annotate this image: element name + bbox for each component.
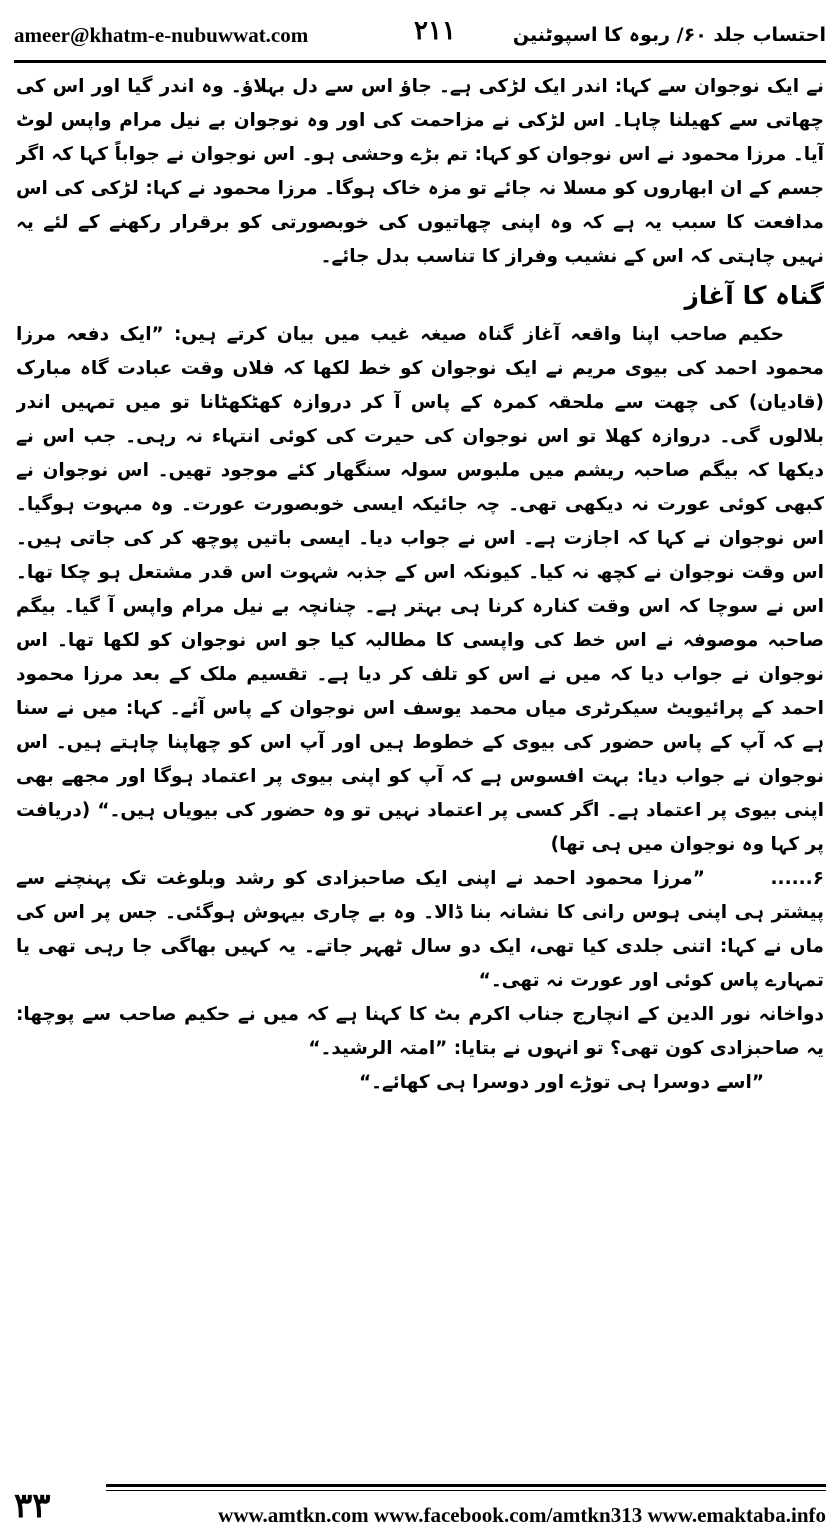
page-footer	[14, 1480, 826, 1528]
header-title: احتساب جلد ۶۰/ ربوہ کا اسپوٹنین	[512, 24, 826, 46]
header-divider	[14, 60, 826, 63]
paragraph-3	[16, 862, 824, 998]
page-body	[16, 70, 824, 1460]
footer-links[interactable]: www.amtkn.com www.facebook.com/amtkn313 www.emaktaba.info	[218, 1503, 826, 1527]
footer-page-number: ۳۳	[14, 1486, 51, 1526]
paragraph-3-text: ”مرزا محمود احمد نے اپنی ایک صاحبزادی کو رشد وبلوغت تک پہنچنے سے پیشتر ہی اپنی ہوس رانی کا نشانہ بنا ڈالا۔ وہ بے چاری بیہوش ہوگئی۔ جس پر اس کی ماں نے کہا: اتنی جلدی کیا تھی، ایک دو سال ٹھہر جاتے۔ یہ کہیں بھاگی جا رہی تھی یا تمہارے پاس کوئی اور عورت نہ تھی۔“	[16, 868, 824, 991]
paragraph-1: نے ایک نوجوان سے کہا: اندر ایک لڑکی ہے۔ جاؤ اس سے دل بہلاؤ۔ وہ اندر گیا اور اس کی چھاتی سے کھیلنا چاہا۔ اس لڑکی نے مزاحمت کی اور وہ نوجوان بے نیل مرام واپس لوٹ آیا۔ مرزا محمود نے اس نوجوان کو کہا: تم بڑے وحشی ہو۔ اس نوجوان نے جواباً کہا کہ اگر جسم کے ان ابھاروں کو مسلا نہ جائے تو مزہ خاک ہوگا۔ مرزا محمود نے کہا: لڑکی کی اس مدافعت کا سبب یہ ہے کہ وہ اپنی چھاتیوں کی خوبصورتی کو برقرار رکھنے کے لئے یہ نہیں چاہتی کہ اس کے نشیب وفراز کا تناسب بدل جائے۔	[16, 76, 824, 267]
footer-divider	[106, 1484, 826, 1491]
header-email: ameer@khatm-e-nubuwwat.com	[14, 22, 309, 47]
page-header	[14, 14, 826, 56]
item-number: ۶......	[770, 868, 824, 889]
paragraph-2: حکیم صاحب اپنا واقعہ آغاز گناہ صیغہ غیب میں بیان کرتے ہیں: ”ایک دفعہ مرزا محمود احمد کی بیوی مریم نے ایک نوجوان کو خط لکھا کہ فلاں وقت عبادت گاہ مبارک (قادیان) کی چھت سے ملحقہ کمرہ کے پاس آ کر دروازہ کھٹکھٹانا تو میں تمہیں اندر بلالوں گی۔ دروازہ کھلا تو اس نوجوان کی حیرت کی کوئی انتہاء نہ رہی۔ جب اس نے دیکھا کہ بیگم صاحبہ ریشم میں ملبوس سولہ سنگھار کئے موجود تھیں۔ اس نوجوان نے کبھی کوئی عورت نہ دیکھی تھی۔ چہ جائیکہ ایسی خوبصورت عورت۔ وہ مبہوت ہوگیا۔ اس نوجوان نے کہا کہ اجازت ہے۔ اس نے جواب دیا۔ ایسی باتیں پوچھ کر کی جاتی ہیں۔ اس وقت نوجوان نے کچھ نہ کیا۔ کیونکہ اس کے جذبہ شہوت اس قدر مشتعل ہو چکا تھا۔ اس نے سوچا کہ اس وقت کنارہ کرنا ہی بہتر ہے۔ چنانچہ بے نیل مرام واپس آ گیا۔ بیگم صاحبہ موصوفہ نے اس خط کی واپسی کا مطالبہ کیا جو اس نوجوان کو لکھا تھا۔ اس نوجوان نے جواب دیا کہ میں نے اس کو تلف کر دیا ہے۔ تقسیم ملک کے بعد مرزا محمود احمد کے پرائیویٹ سیکرٹری میاں محمد یوسف اس نوجوان کے پاس آئے۔ کہا: میں نے سنا ہے کہ آپ کے پاس حضور کی بیوی کے خطوط ہیں اور آپ اس کو چھاپنا چاہتے ہیں۔ اس نوجوان نے جواب دیا: بہت افسوس ہے کہ آپ کو اپنی بیوی پر اعتماد ہوگا اور مجھے بھی اپنی بیوی پر اعتماد ہے۔ اگر کسی پر اعتماد نہیں تو وہ حضور کی بیویاں ہیں۔“ (دریافت پر کہا وہ نوجوان میں ہی تھا)	[16, 324, 824, 855]
paragraph-5: ”اسے دوسرا ہی توڑے اور دوسرا ہی کھائے۔“	[358, 1072, 764, 1093]
header-page-number: ۲۱۱	[414, 16, 456, 46]
section-heading: گناہ کا آغاز	[684, 281, 824, 310]
paragraph-4: دواخانہ نور الدین کے انچارج جناب اکرم بٹ کا کہنا ہے کہ میں نے حکیم صاحب سے پوچھا: یہ صاحبزادی کون تھی؟ تو انہوں نے بتایا: ”امتہ الرشید۔“	[16, 1004, 824, 1059]
